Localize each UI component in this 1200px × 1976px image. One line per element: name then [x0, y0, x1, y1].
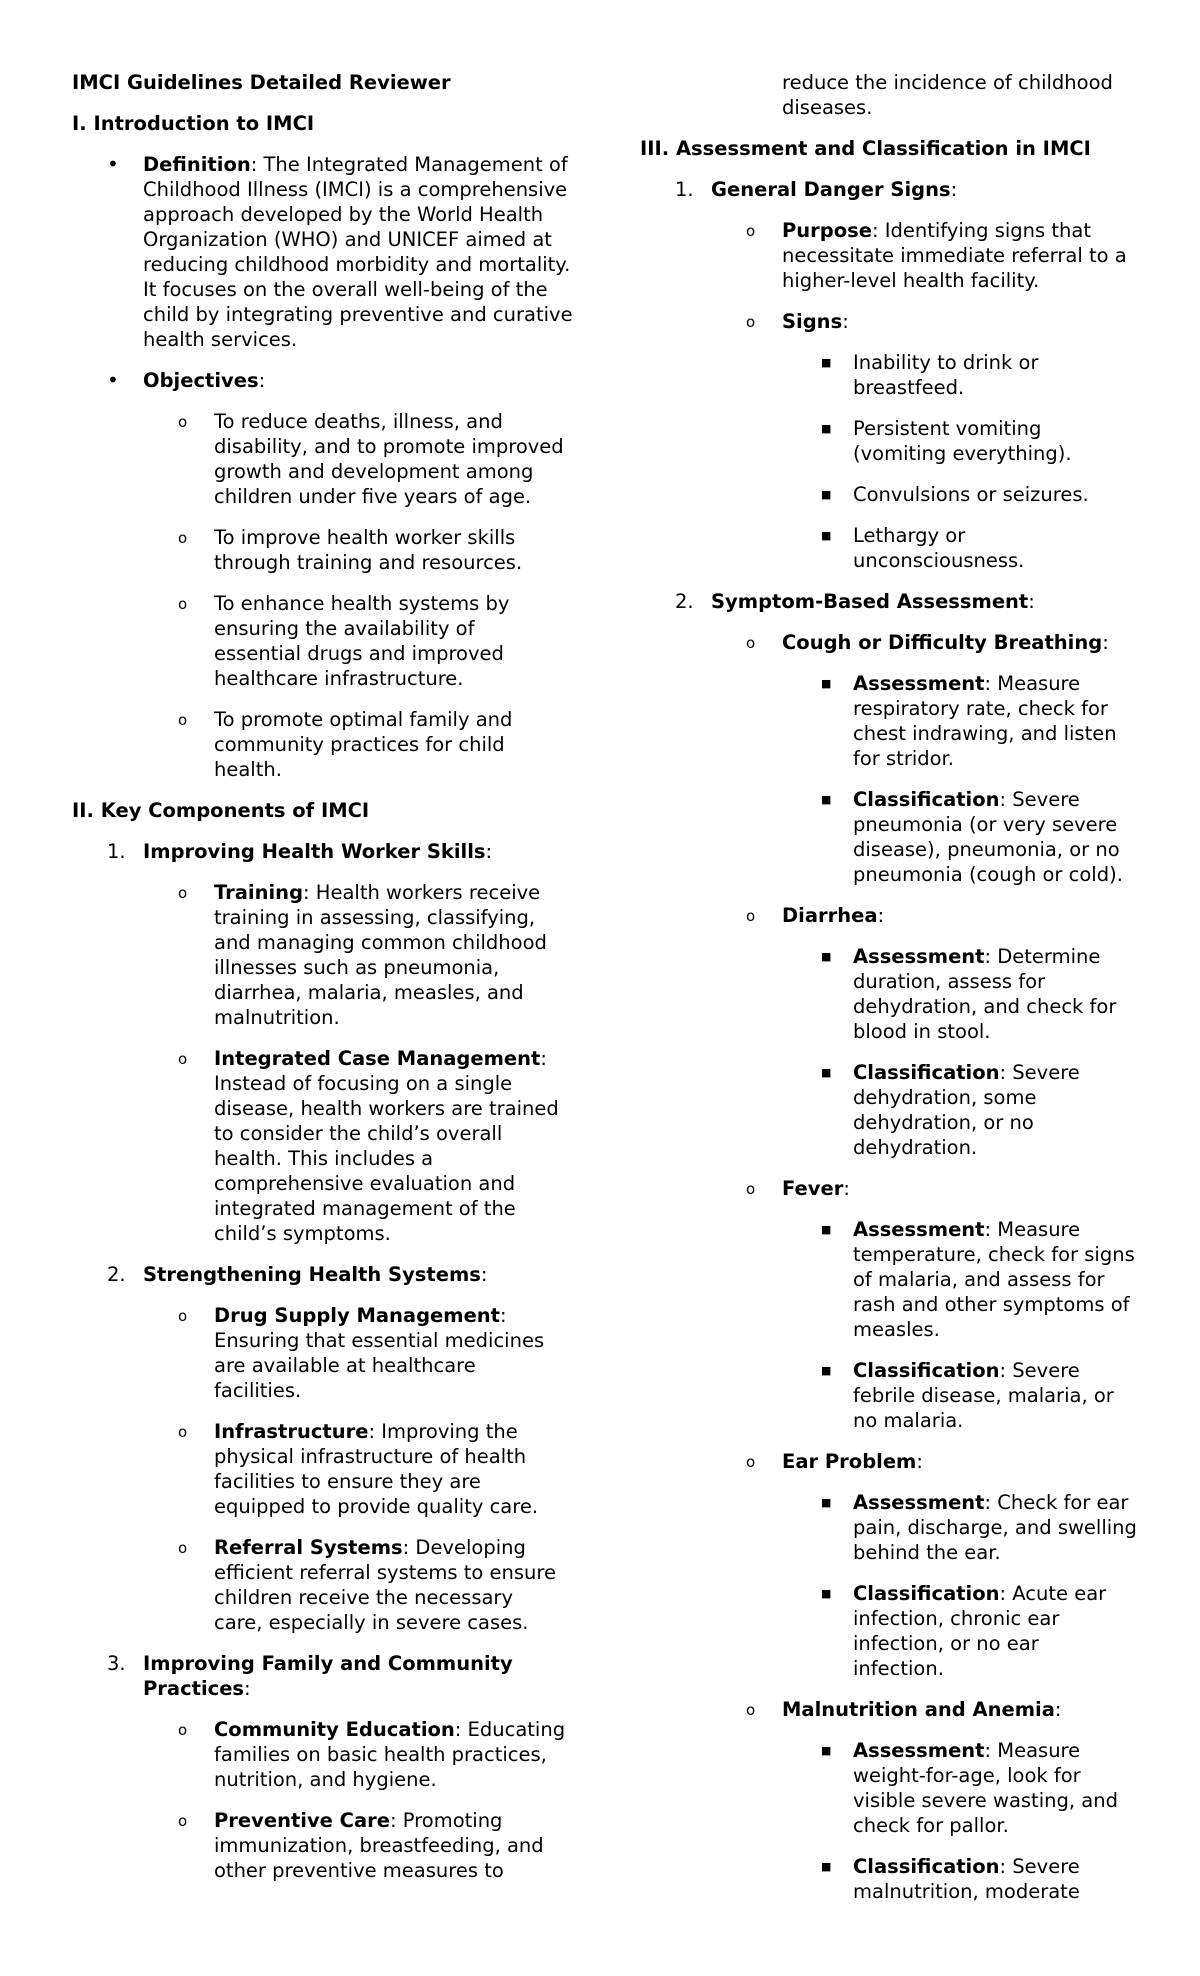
objective-text: To improve health worker skills through training and resources.: [214, 526, 523, 574]
condition-item: [746, 903, 1140, 928]
condition-classification: [821, 787, 1143, 887]
sign-item: [821, 482, 1113, 507]
assessment-text: : Measure weight-for-age, look for visible severe wasting, and check for pallor.: [853, 1739, 1118, 1837]
subitem-text: : Health workers receive training in assessing, classifying, and managing common childhood illnesses such as pneumonia, diarrhea, malaria, measles, and malnutrition.: [214, 881, 547, 1029]
sign-item: [821, 523, 1083, 573]
component-subitem: [178, 880, 564, 1030]
circle-bullet-icon: o: [178, 711, 188, 729]
assessment-text: : Measure temperature, check for signs of malaria, and assess for rash and other symptoms of measles.: [853, 1218, 1135, 1341]
classification-text: : Severe malnutrition, moderate: [853, 1855, 1080, 1903]
assessment-term: Assessment: [853, 1491, 985, 1514]
sign-item: [821, 416, 1083, 466]
subitem-text: : Instead of focusing on a single disease, health workers are trained to consider the child’s overall health. This includes a comprehensive evaluation and integrated management of the child’s symptoms.: [214, 1047, 559, 1245]
subitem-label: Preventive Care: [214, 1809, 390, 1832]
definition-text: : The Integrated Management of Childhood Illness (IMCI) is a comprehensive approach developed by the World Health Organization (WHO) and UNICEF aimed at reducing childhood morbidity and mortality. It focuses on the overall well-being of the child by integrating preventive and curative health services.: [143, 153, 573, 351]
subitem-label: Infrastructure: [214, 1420, 369, 1443]
condition-assessment: [821, 1217, 1143, 1342]
circle-bullet-icon: o: [746, 313, 756, 331]
signs-item: [746, 309, 1140, 334]
square-bullet-icon: ■: [821, 529, 832, 542]
assessment-label: Symptom-Based Assessment: [711, 590, 1029, 613]
circle-bullet-icon: o: [746, 1453, 756, 1471]
list-number: 3.: [107, 1652, 126, 1675]
assessment-text: : Measure respiratory rate, check for chest indrawing, and listen for stridor.: [853, 672, 1117, 770]
continued-text: reduce the incidence of childhood diseases.: [782, 71, 1113, 119]
right-column: [640, 70, 1140, 1920]
assessment-term: Assessment: [853, 1739, 985, 1762]
square-bullet-icon: ■: [821, 356, 832, 369]
purpose-item: [746, 218, 1142, 293]
colon: :: [916, 1450, 923, 1473]
colon: :: [1028, 590, 1035, 613]
sign-text: Inability to drink or breastfeed.: [853, 351, 1039, 399]
sign-item: [821, 350, 1083, 400]
circle-bullet-icon: o: [746, 634, 756, 652]
list-number: 2.: [107, 1263, 126, 1286]
definition-item: [107, 152, 573, 352]
square-bullet-icon: ■: [821, 422, 832, 435]
colon: :: [480, 1263, 488, 1286]
subitem-label: Integrated Case Management: [214, 1047, 541, 1070]
condition-item: [746, 1176, 1140, 1201]
sign-text: Persistent vomiting (vomiting everything).: [853, 417, 1072, 465]
definition-label: Definition: [143, 153, 251, 176]
colon: :: [950, 178, 958, 201]
condition-item: [746, 1449, 1140, 1474]
section-2-heading: II. Key Components of IMCI: [72, 799, 370, 822]
component-label: Improving Health Worker Skills: [143, 840, 486, 863]
classification-text: : Severe febrile disease, malaria, or no malaria.: [853, 1359, 1114, 1432]
condition-label: Cough or Difficulty Breathing: [782, 631, 1103, 654]
circle-bullet-icon: o: [178, 884, 188, 902]
condition-classification: [821, 1060, 1103, 1160]
circle-bullet-icon: o: [178, 595, 188, 613]
colon: :: [258, 369, 266, 392]
left-column: [72, 70, 572, 1899]
component-subitem: [178, 1419, 564, 1519]
colon: :: [244, 1677, 251, 1700]
square-bullet-icon: ■: [821, 1860, 832, 1873]
assessment-label: General Danger Signs: [711, 178, 951, 201]
condition-assessment: [821, 1490, 1143, 1565]
condition-item: [746, 630, 1140, 655]
classification-text: : Severe dehydration, some dehydration, or no dehydration.: [853, 1061, 1080, 1159]
assessment-term: Assessment: [853, 945, 985, 968]
classification-text: : Severe pneumonia (or very severe disease), pneumonia, or no pneumonia (cough or cold).: [853, 788, 1123, 886]
classification-term: Classification: [853, 1855, 1000, 1878]
circle-bullet-icon: o: [746, 1180, 756, 1198]
assessment-term: Assessment: [853, 1218, 985, 1241]
objective-item: [178, 409, 574, 509]
square-bullet-icon: ■: [821, 793, 832, 806]
component-subitem: [178, 1808, 544, 1883]
sign-text: Lethargy or unconsciousness.: [853, 524, 1025, 572]
classification-term: Classification: [853, 1582, 1000, 1605]
list-number: 1.: [107, 840, 126, 863]
classification-text: : Acute ear infection, chronic ear infection, or no ear infection.: [853, 1582, 1107, 1680]
component-label: Strengthening Health Systems: [143, 1263, 481, 1286]
classification-term: Classification: [853, 1359, 1000, 1382]
colon: :: [842, 310, 849, 333]
section-3-heading: III. Assessment and Classification in IMCI: [640, 137, 1091, 160]
square-bullet-icon: ■: [821, 677, 832, 690]
bullet-icon: •: [107, 368, 119, 392]
circle-bullet-icon: o: [178, 1812, 188, 1830]
purpose-text: : Identifying signs that necessitate immediate referral to a higher-level health facility.: [782, 219, 1127, 292]
assessment-text: : Check for ear pain, discharge, and swelling behind the ear.: [853, 1491, 1137, 1564]
condition-label: Fever: [782, 1177, 844, 1200]
bullet-icon: •: [107, 152, 119, 176]
condition-assessment: [821, 671, 1143, 771]
condition-assessment: [821, 944, 1123, 1044]
signs-label: Signs: [782, 310, 843, 333]
circle-bullet-icon: o: [178, 1423, 188, 1441]
square-bullet-icon: ■: [821, 1496, 832, 1509]
component-2: [107, 1262, 572, 1287]
circle-bullet-icon: o: [746, 907, 756, 925]
subitem-text: : Improving the physical infrastructure of health facilities to ensure they are equipped to provide quality care.: [214, 1420, 539, 1518]
component-subitem: [178, 1717, 574, 1792]
square-bullet-icon: ■: [821, 1223, 832, 1236]
colon: :: [843, 1177, 850, 1200]
circle-bullet-icon: o: [746, 1701, 756, 1719]
square-bullet-icon: ■: [821, 1587, 832, 1600]
circle-bullet-icon: o: [178, 1539, 188, 1557]
subitem-text: : Developing efficient referral systems to ensure children receive the necessary care, especially in severe cases.: [214, 1536, 556, 1634]
component-subitem: [178, 1535, 564, 1635]
objective-item: [178, 707, 534, 782]
subitem-label: Drug Supply Management: [214, 1304, 500, 1327]
assessment-term: Assessment: [853, 672, 985, 695]
condition-item: [746, 1697, 1140, 1722]
condition-assessment: [821, 1738, 1143, 1838]
colon: :: [1054, 1698, 1062, 1721]
subitem-label: Community Education: [214, 1718, 455, 1741]
condition-label: Diarrhea: [782, 904, 878, 927]
square-bullet-icon: ■: [821, 1364, 832, 1377]
assessment-2: [675, 589, 1140, 614]
circle-bullet-icon: o: [178, 1721, 188, 1739]
subitem-label: Referral Systems: [214, 1536, 403, 1559]
circle-bullet-icon: o: [178, 413, 188, 431]
square-bullet-icon: ■: [821, 1066, 832, 1079]
objectives-label: Objectives: [143, 369, 259, 392]
component-3: [107, 1651, 543, 1701]
square-bullet-icon: ■: [821, 1744, 832, 1757]
document-title: IMCI Guidelines Detailed Reviewer: [72, 71, 451, 94]
objectives-item: [107, 368, 572, 393]
square-bullet-icon: ■: [821, 488, 832, 501]
objective-item: [178, 591, 534, 691]
component-label: Improving Family and Community Practices: [143, 1652, 513, 1700]
list-number: 1.: [675, 178, 694, 201]
section-1-heading: I. Introduction to IMCI: [72, 112, 315, 135]
classification-term: Classification: [853, 788, 1000, 811]
subitem-text: : Ensuring that essential medicines are available at healthcare facilities.: [214, 1304, 545, 1402]
condition-classification: [821, 1854, 1103, 1904]
subitem-text: : Educating families on basic health practices, nutrition, and hygiene.: [214, 1718, 566, 1791]
condition-label: Ear Problem: [782, 1450, 917, 1473]
list-number: 2.: [675, 590, 694, 613]
subitem-text: : Promoting immunization, breastfeeding, and other preventive measures to: [214, 1809, 544, 1882]
condition-label: Malnutrition and Anemia: [782, 1698, 1055, 1721]
component-subitem: [178, 1303, 564, 1403]
colon: :: [485, 840, 493, 863]
assessment-text: : Determine duration, assess for dehydration, and check for blood in stool.: [853, 945, 1117, 1043]
circle-bullet-icon: o: [178, 1050, 188, 1068]
objective-text: To reduce deaths, illness, and disability, and to promote improved growth and development among children under five years of age.: [214, 410, 564, 508]
sign-text: Convulsions or seizures.: [853, 483, 1089, 506]
circle-bullet-icon: o: [178, 529, 188, 547]
objective-text: To promote optimal family and community practices for child health.: [214, 708, 513, 781]
square-bullet-icon: ■: [821, 950, 832, 963]
objective-item: [178, 525, 534, 575]
condition-classification: [821, 1581, 1123, 1681]
assessment-1: [675, 177, 1140, 202]
classification-term: Classification: [853, 1061, 1000, 1084]
colon: :: [877, 904, 885, 927]
colon: :: [1102, 631, 1109, 654]
component-1: [107, 839, 572, 864]
purpose-label: Purpose: [782, 219, 872, 242]
subitem-label: Training: [214, 881, 304, 904]
circle-bullet-icon: o: [746, 222, 756, 240]
objective-text: To enhance health systems by ensuring the availability of essential drugs and improved healthcare infrastructure.: [214, 592, 510, 690]
component-subitem: [178, 1046, 564, 1246]
circle-bullet-icon: o: [178, 1307, 188, 1325]
condition-classification: [821, 1358, 1133, 1433]
